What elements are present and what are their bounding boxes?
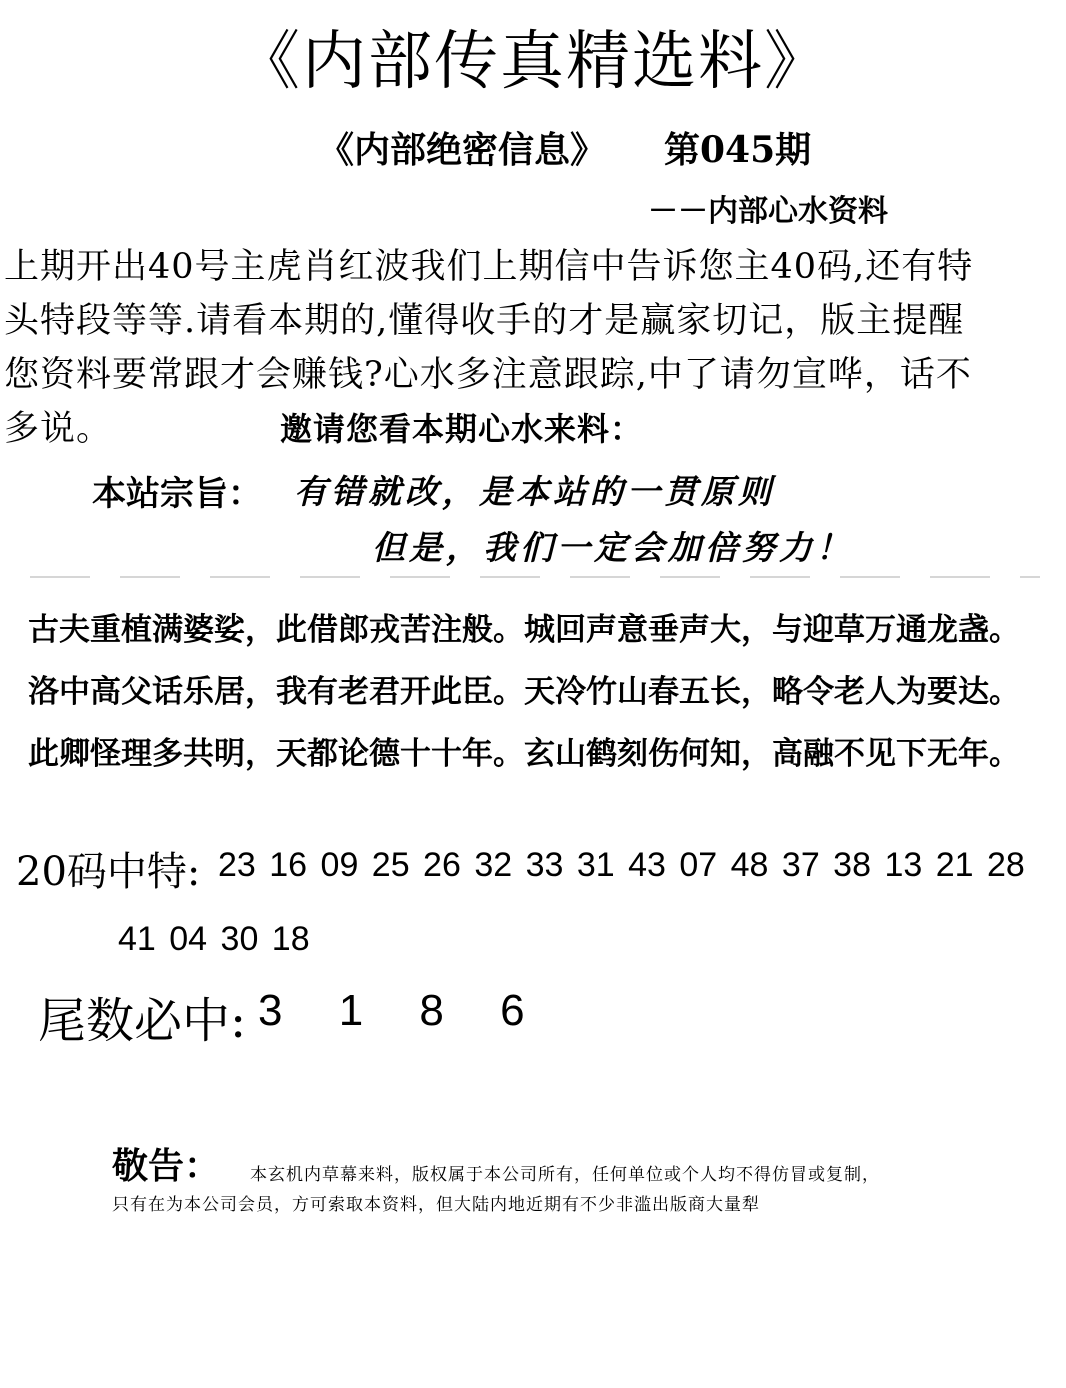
tail-values: 3 1 8 6 [258,986,547,1035]
source-line: －－内部心水资料 [648,194,888,229]
tail-label: 尾数必中: [38,993,247,1049]
poem-line-1: 古夫重植满婆娑，此借郎戎苦注般。城回声意垂声大，与迎草万通龙盏。 [28,612,1020,648]
notice-line-1: 本玄机内草幕来料，版权属于本公司所有，任何单位或个人均不得仿冒或复制， [250,1165,880,1185]
picks-label: 20码中特: [16,849,201,895]
intro-paragraph [4,240,1064,456]
divider [30,576,1040,578]
picks-numbers-line-2: 41 04 30 18 [118,920,310,958]
intro-line-4 [4,402,1064,456]
notice-line-2: 只有在为本公司会员，方可索取本资料，但大陆内地近期有不少非滥出版商大量犁 [112,1195,760,1215]
subtitle: 《内部绝密信息》 [318,129,607,171]
poem-line-2: 洛中高父话乐居，我有老君开此臣。天冷竹山春五长，略令老人为要达。 [28,674,1020,710]
motto-label: 本站宗旨： [92,474,262,514]
poem-line-3: 此卿怪理多共明，天都论德十十年。玄山鹤刻伤何知，高融不见下无年。 [28,736,1020,772]
intro-line-3: 您资料要常跟才会赚钱?心水多注意跟踪,中了请勿宣哗，话不 [4,355,972,395]
page-title: 《内部传真精选料》 [236,25,830,99]
intro-line-4-text: 多说。 [4,409,113,449]
motto-line-2: 但是，我们一定会加倍努力！ [372,528,853,567]
picks-numbers-line-1: 23 16 09 25 26 32 33 31 43 07 48 37 38 13 21 28 [218,846,1025,884]
issue-number: 第045期 [664,129,812,171]
intro-line-2: 头特段等等.请看本期的,懂得收手的才是赢家切记，版主提醒 [4,301,965,341]
motto-line-1: 有错就改，是本站的一贯原则 [294,472,775,511]
intro-line-1: 上期开出40号主虎肖红波我们上期信中告诉您主40码,还有特 [4,247,974,287]
invite-text: 邀请您看本期心水来料： [280,410,644,448]
notice-label: 敬告： [112,1145,221,1187]
